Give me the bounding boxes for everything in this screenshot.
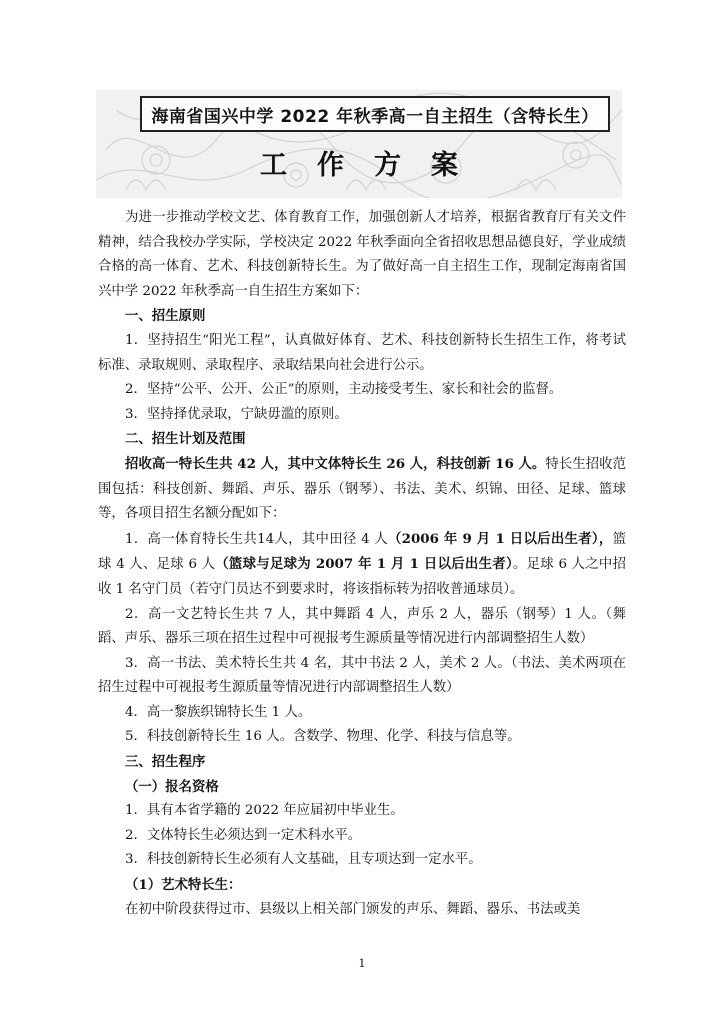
section-heading-plan: 二、招生计划及范围: [125, 431, 246, 448]
sports-text-c: 篮球 4 人、足球 6 人: [98, 531, 627, 573]
section-heading-procedure: 三、招生程序: [125, 754, 206, 771]
plan-item-brocade: 4．高一黎族织锦特长生 1 人。: [125, 704, 312, 720]
principle-item: 1．坚持招生“阳光工程”，认真做好体育、艺术、科技创新特长生招生工作，将考试标准、录取规则、录取程序、录取结果向社会进行公示。: [98, 332, 626, 373]
sports-text-a: 1．高一体育特长生共14人，其中田径 4 人: [125, 531, 388, 547]
sports-text-e: 。足球 6 人之中招收 1 名守门员（若守门员达不到要求时，将该指标转为招收普通球员）。: [98, 557, 626, 597]
sports-date-athletics: （2006 年 9 月 1 日以后出生者），: [387, 530, 613, 547]
document-title: 海南省国兴中学 2022 年秋季高一自主招生（含特长生）: [140, 96, 610, 132]
document-subtitle: 工作方案: [260, 150, 488, 181]
plan-summary-text: 特长生招收范围包括：科技创新、舞蹈、声乐、器乐（钢琴）、书法、美术、织锦、田径、足球、篮球等，各项目招生名额分配如下：: [98, 456, 626, 522]
sports-date-ball: （篮球与足球为 2007 年 1 月 1 日以后出生者）: [215, 556, 513, 573]
document-body: [98, 206, 626, 922]
subsection-heading-eligibility: （一）报名资格: [125, 778, 219, 795]
eligibility-item: 2．文体特长生必须达到一定术科水平。: [125, 827, 362, 843]
plan-item-science: 5．科技创新特长生 16 人。含数学、物理、化学、科技与信息等。: [125, 729, 521, 745]
eligibility-item: 3．科技创新特长生必须有人文基础，且专项达到一定水平。: [125, 852, 482, 868]
principle-item: 2．坚持“公平、公开、公正”的原则，主动接受考生、家长和社会的监督。: [125, 382, 563, 398]
plan-summary: [98, 452, 626, 527]
section-heading-principles: 一、招生原则: [125, 308, 206, 325]
eligibility-item: 1．具有本省学籍的 2022 年应届初中毕业生。: [125, 803, 404, 819]
plan-summary-bold: 招收高一特长生共 42 人，其中文体特长生 26 人，科技创新 16 人。: [125, 455, 546, 472]
plan-item-sports: [98, 527, 626, 603]
page-number: 1: [358, 957, 366, 970]
principle-item: 3．坚持择优录取，宁缺毋滥的原则。: [125, 406, 348, 422]
arts-requirement-text: 在初中阶段获得过市、县级以上相关部门颁发的声乐、舞蹈、器乐、书法或美: [125, 901, 581, 917]
intro-paragraph: 为进一步推动学校文艺、体育教育工作，加强创新人才培养，根据省教育厅有关文件精神，结合我校办学实际，学校决定 2022 年秋季面向全省招收思想品德良好，学业成绩合格的高一体育、艺术、科技创新特长生。为了做好高一自主招生工作，现制定海南省国兴中学 2022 年秋季高一自生招生方案如下：: [98, 210, 626, 299]
subsection-heading-arts: （1）艺术特长生：: [125, 877, 242, 894]
plan-item-calligraphy: 3．高一书法、美术特长生共 4 名，其中书法 2 人，美术 2 人。（书法、美术两项在招生过程中可视报考生源质量等情况进行内部调整招生人数）: [98, 655, 626, 696]
plan-item-arts: 2．高一文艺特长生共 7 人，其中舞蹈 4 人，声乐 2 人，器乐（钢琴）1 人。（舞蹈、声乐、器乐三项在招生过程中可视报考生源质量等情况进行内部调整招生人数）: [98, 606, 626, 647]
